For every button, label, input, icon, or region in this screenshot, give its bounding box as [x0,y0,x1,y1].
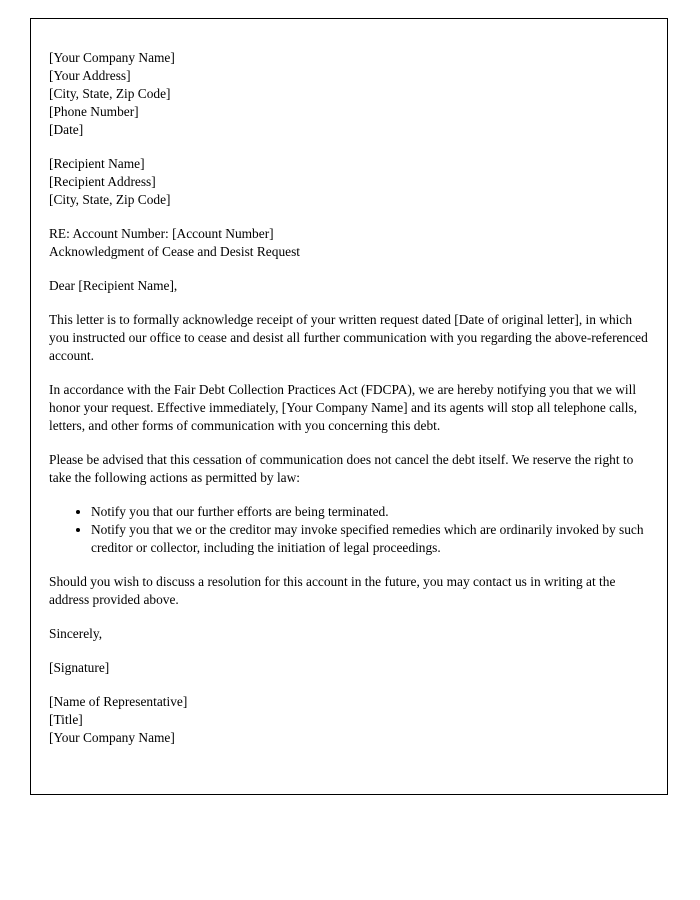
sender-city-line: [City, State, Zip Code] [49,86,171,101]
letter-page [30,18,668,795]
bullet-item-terminate: • Notify you that our further efforts are being terminated. [91,503,649,521]
subject-title-line: Acknowledgment of Cease and Desist Request [49,244,301,259]
paragraph-fdcpa: In accordance with the Fair Debt Collection Practices Act (FDCPA), we are hereby notifying you that we will honor your request. Effective immediately, [Your Company Name] and its agents will stop all telephone calls, letters, and other forms of communication with you concerning this debt. [49,382,638,433]
signature-placeholder [49,659,649,677]
recipient-address-block [49,155,649,209]
recipient-address-line: [Recipient Address] [49,174,156,189]
actions-bullet-list [49,503,649,557]
sender-address-line: [Your Address] [49,68,131,83]
signature-block [49,693,649,747]
representative-name-line: [Name of Representative] [49,694,188,709]
recipient-city-line: [City, State, Zip Code] [49,192,171,207]
recipient-name-line: [Recipient Name] [49,156,145,171]
sender-address-block [49,49,649,139]
signature-line: [Signature] [49,660,110,675]
salutation [49,277,649,295]
letter-date-line: [Date] [49,122,84,137]
signoff [49,625,649,643]
salutation-line: Dear [Recipient Name], [49,278,178,293]
representative-company-line: [Your Company Name] [49,730,175,745]
sender-company-line: [Your Company Name] [49,50,175,65]
bullet-item-remedies: • Notify you that we or the creditor may invoke specified remedies which are ordinarily invoked by such creditor or collector, including the initiation of legal proceedings. [91,521,649,557]
signoff-line: Sincerely, [49,626,103,641]
paragraph-advisory: Please be advised that this cessation of communication does not cancel the debt itself. We reserve the right to take the following actions as permitted by law: [49,452,634,485]
paragraph-acknowledge: This letter is to formally acknowledge receipt of your written request dated [Date of original letter], in which you instructed our office to cease and desist all further communication with you regarding the above-referenced account. [49,312,648,363]
sender-phone-line: [Phone Number] [49,104,139,119]
subject-re-line: RE: Account Number: [Account Number] [49,226,274,241]
paragraph-closing: Should you wish to discuss a resolution for this account in the future, you may contact us in writing at the address provided above. [49,574,616,607]
representative-title-line: [Title] [49,712,83,727]
subject-block [49,225,649,261]
